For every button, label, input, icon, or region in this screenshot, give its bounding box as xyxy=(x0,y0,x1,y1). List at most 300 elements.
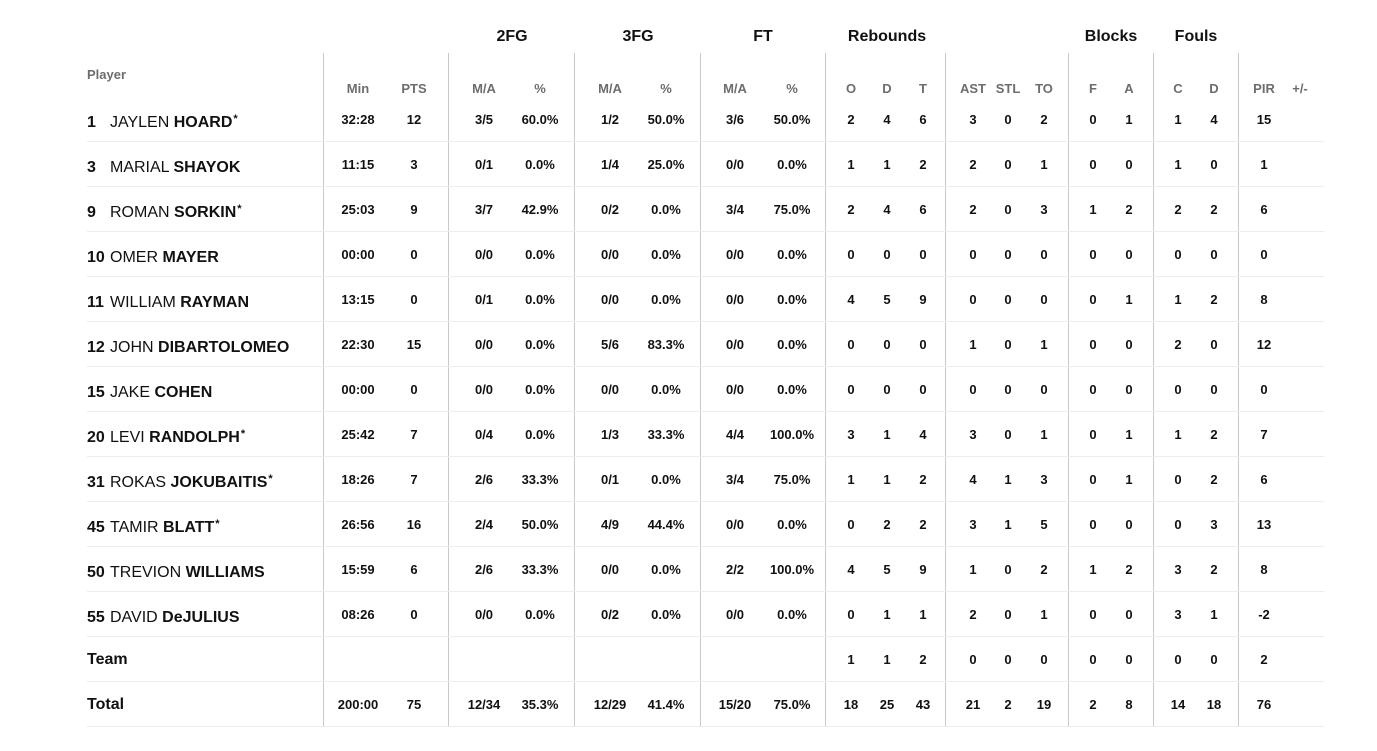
stat-ft-ma: 3/4 xyxy=(725,202,745,217)
column-header-min: Min xyxy=(346,81,370,96)
player-row xyxy=(0,457,1377,502)
stat-pir: 76 xyxy=(1256,697,1272,712)
column-header-ast: AST xyxy=(960,81,986,96)
stat-ft-ma: 0/0 xyxy=(725,517,745,532)
stat-reb-d: 5 xyxy=(883,562,891,577)
stat-fg3-pct: 83.3% xyxy=(647,337,685,352)
stat-reb-d: 25 xyxy=(879,697,895,712)
stat-fg3-pct: 0.0% xyxy=(651,562,681,577)
stat-foul-c: 0 xyxy=(1174,472,1182,487)
column-header-fg3-ma: M/A xyxy=(598,81,622,96)
stat-blk-f: 0 xyxy=(1089,337,1097,352)
total-row xyxy=(0,682,1377,727)
stat-fg2-ma: 2/6 xyxy=(474,472,494,487)
stat-min: 00:00 xyxy=(341,247,375,262)
column-header-fg2-pct: % xyxy=(534,81,546,96)
stat-fg3-ma: 0/0 xyxy=(600,382,620,397)
player-number: 31 xyxy=(87,474,105,491)
player-name xyxy=(87,97,238,142)
stat-stl: 0 xyxy=(1004,427,1012,442)
stat-pir: 6 xyxy=(1260,202,1268,217)
stat-to: 0 xyxy=(1040,247,1048,262)
player-last-name: WILLIAMS xyxy=(185,564,265,581)
starter-mark: * xyxy=(215,518,220,530)
stat-to: 19 xyxy=(1036,697,1052,712)
stat-reb-t: 2 xyxy=(919,157,927,172)
stat-blk-f: 0 xyxy=(1089,157,1097,172)
stat-foul-d: 2 xyxy=(1210,427,1218,442)
stat-blk-f: 0 xyxy=(1089,652,1097,667)
stat-foul-d: 2 xyxy=(1210,472,1218,487)
stat-stl: 0 xyxy=(1004,247,1012,262)
stat-min: 00:00 xyxy=(341,382,375,397)
column-header-stl: STL xyxy=(995,81,1021,96)
stat-pts: 7 xyxy=(410,472,418,487)
stat-min: 08:26 xyxy=(341,607,375,622)
stat-ft-ma: 15/20 xyxy=(718,697,752,712)
stat-fg2-ma: 0/1 xyxy=(474,157,494,172)
stat-ft-pct: 75.0% xyxy=(773,697,811,712)
stat-reb-o: 4 xyxy=(847,292,855,307)
stat-fg3-pct: 33.3% xyxy=(647,427,685,442)
stat-fg2-pct: 0.0% xyxy=(525,337,555,352)
stat-ft-ma: 0/0 xyxy=(725,292,745,307)
player-name xyxy=(87,592,241,637)
player-name xyxy=(87,547,266,592)
stat-fg2-ma: 3/7 xyxy=(474,202,494,217)
stat-foul-c: 0 xyxy=(1174,517,1182,532)
stat-fg2-ma: 12/34 xyxy=(467,697,501,712)
stat-ft-ma: 0/0 xyxy=(725,337,745,352)
player-last-name: RANDOLPH xyxy=(149,429,240,446)
stat-ft-pct: 0.0% xyxy=(777,292,807,307)
stat-fg2-ma: 0/0 xyxy=(474,607,494,622)
stat-ast: 0 xyxy=(969,292,977,307)
stat-ft-ma: 2/2 xyxy=(725,562,745,577)
stat-foul-c: 0 xyxy=(1174,382,1182,397)
stat-foul-d: 1 xyxy=(1210,607,1218,622)
stat-foul-d: 4 xyxy=(1210,112,1218,127)
stat-stl: 1 xyxy=(1004,517,1012,532)
row-separator xyxy=(87,726,1324,727)
stat-pts: 9 xyxy=(410,202,418,217)
stat-stl: 0 xyxy=(1004,607,1012,622)
stat-fg3-pct: 0.0% xyxy=(651,202,681,217)
stat-ast: 0 xyxy=(969,652,977,667)
stat-blk-a: 0 xyxy=(1125,607,1133,622)
player-first-name: OMER xyxy=(110,249,158,266)
player-last-name: COHEN xyxy=(154,384,213,401)
stat-stl: 0 xyxy=(1004,337,1012,352)
stat-fg3-ma: 4/9 xyxy=(600,517,620,532)
stat-ft-pct: 0.0% xyxy=(777,157,807,172)
stat-to: 2 xyxy=(1040,112,1048,127)
player-last-name: BLATT xyxy=(163,519,215,536)
stat-ft-pct: 50.0% xyxy=(773,112,811,127)
starter-mark: * xyxy=(233,113,238,125)
stat-pir: 7 xyxy=(1260,427,1268,442)
stat-blk-a: 0 xyxy=(1125,382,1133,397)
player-number: 9 xyxy=(87,204,96,221)
stat-min: 11:15 xyxy=(341,157,375,172)
group-header-2fg: 2FG xyxy=(496,28,528,45)
stat-reb-t: 0 xyxy=(919,382,927,397)
column-header-reb-d: D xyxy=(882,81,892,96)
stat-pts: 12 xyxy=(406,112,422,127)
player-last-name: DIBARTOLOMEO xyxy=(158,339,290,356)
stat-ft-pct: 0.0% xyxy=(777,607,807,622)
player-row xyxy=(0,502,1377,547)
stat-reb-o: 3 xyxy=(847,427,855,442)
stat-to: 0 xyxy=(1040,652,1048,667)
player-number: 10 xyxy=(87,249,105,266)
stat-pts: 0 xyxy=(410,292,418,307)
stat-foul-d: 0 xyxy=(1210,382,1218,397)
stat-fg3-ma: 0/2 xyxy=(600,202,620,217)
player-row xyxy=(0,322,1377,367)
player-first-name: TREVION xyxy=(110,564,182,581)
stat-to: 5 xyxy=(1040,517,1048,532)
stat-fg2-pct: 50.0% xyxy=(521,517,559,532)
player-last-name: DeJULIUS xyxy=(162,609,240,626)
stat-reb-t: 0 xyxy=(919,247,927,262)
player-number: 15 xyxy=(87,384,105,401)
stat-reb-d: 1 xyxy=(883,427,891,442)
player-name xyxy=(87,322,290,367)
stat-pts: 3 xyxy=(410,157,418,172)
stat-ast: 3 xyxy=(969,517,977,532)
stat-reb-t: 9 xyxy=(919,292,927,307)
stat-reb-d: 5 xyxy=(883,292,891,307)
stat-blk-a: 1 xyxy=(1125,292,1133,307)
player-row xyxy=(0,97,1377,142)
stat-blk-a: 0 xyxy=(1125,517,1133,532)
stat-to: 2 xyxy=(1040,562,1048,577)
stat-fg3-ma: 0/1 xyxy=(600,472,620,487)
stat-blk-a: 2 xyxy=(1125,562,1133,577)
player-name xyxy=(87,367,213,412)
stat-fg2-pct: 0.0% xyxy=(525,157,555,172)
player-last-name: SORKIN xyxy=(174,204,237,221)
player-number: 1 xyxy=(87,114,96,131)
stat-ft-ma: 0/0 xyxy=(725,247,745,262)
stat-pir: 8 xyxy=(1260,562,1268,577)
stat-stl: 2 xyxy=(1004,697,1012,712)
stat-foul-c: 0 xyxy=(1174,247,1182,262)
stat-blk-f: 0 xyxy=(1089,247,1097,262)
player-number: 11 xyxy=(87,294,104,311)
stat-ft-pct: 0.0% xyxy=(777,337,807,352)
stat-fg3-pct: 0.0% xyxy=(651,382,681,397)
stat-pir: 1 xyxy=(1260,157,1268,172)
stat-fg2-ma: 0/4 xyxy=(474,427,494,442)
player-name xyxy=(87,412,245,457)
stat-min: 15:59 xyxy=(341,562,375,577)
stat-fg3-ma: 1/2 xyxy=(600,112,620,127)
column-header-fg3-pct: % xyxy=(660,81,672,96)
stat-blk-a: 0 xyxy=(1125,247,1133,262)
stat-reb-t: 1 xyxy=(919,607,927,622)
stat-fg2-pct: 60.0% xyxy=(521,112,559,127)
stat-blk-f: 0 xyxy=(1089,292,1097,307)
player-last-name: HOARD xyxy=(173,114,233,131)
stat-blk-f: 1 xyxy=(1089,562,1097,577)
stat-pir: 6 xyxy=(1260,472,1268,487)
column-header-foul-d: D xyxy=(1209,81,1219,96)
stat-pir: -2 xyxy=(1258,607,1270,622)
player-number: 12 xyxy=(87,339,105,356)
stat-ast: 4 xyxy=(969,472,977,487)
stat-fg3-pct: 0.0% xyxy=(651,472,681,487)
stat-blk-f: 0 xyxy=(1089,112,1097,127)
stat-pir: 15 xyxy=(1256,112,1272,127)
stat-pts: 75 xyxy=(406,697,422,712)
team-row xyxy=(0,637,1377,682)
stat-blk-a: 0 xyxy=(1125,652,1133,667)
stat-fg3-ma: 12/29 xyxy=(593,697,627,712)
stat-foul-d: 0 xyxy=(1210,247,1218,262)
player-name xyxy=(87,502,220,547)
stat-foul-d: 18 xyxy=(1206,697,1222,712)
stat-pts: 7 xyxy=(410,427,418,442)
player-name xyxy=(87,142,241,187)
column-header-blk-f: F xyxy=(1089,81,1097,96)
player-name xyxy=(87,457,273,502)
column-header-reb-o: O xyxy=(845,81,857,96)
stat-to: 1 xyxy=(1040,337,1048,352)
stat-reb-t: 6 xyxy=(919,202,927,217)
stat-reb-o: 18 xyxy=(843,697,859,712)
column-header-pir: PIR xyxy=(1253,81,1275,96)
stat-reb-d: 1 xyxy=(883,652,891,667)
total-label: Total xyxy=(87,696,125,713)
column-header-pts: PTS xyxy=(401,81,427,96)
stat-ast: 2 xyxy=(969,202,977,217)
player-number: 20 xyxy=(87,429,105,446)
player-row xyxy=(0,187,1377,232)
stat-blk-a: 0 xyxy=(1125,337,1133,352)
stat-ast: 0 xyxy=(969,247,977,262)
stat-pir: 13 xyxy=(1256,517,1272,532)
stat-to: 0 xyxy=(1040,292,1048,307)
stat-blk-f: 2 xyxy=(1089,697,1097,712)
player-number: 45 xyxy=(87,519,105,536)
stat-ft-pct: 100.0% xyxy=(769,427,815,442)
stat-ast: 1 xyxy=(969,337,977,352)
player-row xyxy=(0,412,1377,457)
stat-to: 1 xyxy=(1040,607,1048,622)
stat-reb-d: 0 xyxy=(883,337,891,352)
stat-fg2-pct: 33.3% xyxy=(521,472,559,487)
stat-reb-o: 1 xyxy=(847,157,855,172)
stat-fg3-pct: 0.0% xyxy=(651,292,681,307)
stat-ft-ma: 0/0 xyxy=(725,382,745,397)
stat-min: 25:42 xyxy=(341,427,375,442)
stat-stl: 0 xyxy=(1004,112,1012,127)
stat-fg2-ma: 0/0 xyxy=(474,382,494,397)
stat-blk-a: 8 xyxy=(1125,697,1133,712)
stat-blk-f: 1 xyxy=(1089,202,1097,217)
column-header-blk-a: A xyxy=(1124,81,1134,96)
stat-fg2-pct: 0.0% xyxy=(525,607,555,622)
stat-pts: 16 xyxy=(406,517,422,532)
stat-fg3-ma: 1/4 xyxy=(600,157,620,172)
player-name xyxy=(87,232,220,277)
stat-min: 32:28 xyxy=(341,112,375,127)
stat-to: 0 xyxy=(1040,382,1048,397)
stat-fg2-pct: 42.9% xyxy=(521,202,559,217)
stat-reb-o: 2 xyxy=(847,112,855,127)
stat-foul-c: 14 xyxy=(1170,697,1186,712)
column-header-to: TO xyxy=(1035,81,1053,96)
stat-stl: 0 xyxy=(1004,157,1012,172)
group-header-blocks: Blocks xyxy=(1084,28,1138,45)
player-first-name: JAYLEN xyxy=(110,114,170,131)
stat-fg2-ma: 2/6 xyxy=(474,562,494,577)
player-number: 55 xyxy=(87,609,105,626)
stat-fg2-ma: 0/0 xyxy=(474,337,494,352)
stat-reb-o: 1 xyxy=(847,652,855,667)
player-row xyxy=(0,232,1377,277)
stat-blk-f: 0 xyxy=(1089,472,1097,487)
stat-ft-ma: 4/4 xyxy=(725,427,745,442)
stat-ast: 3 xyxy=(969,112,977,127)
stat-fg2-pct: 0.0% xyxy=(525,382,555,397)
starter-mark: * xyxy=(240,428,246,440)
stat-ast: 3 xyxy=(969,427,977,442)
stat-fg3-ma: 0/0 xyxy=(600,562,620,577)
stat-stl: 0 xyxy=(1004,652,1012,667)
stat-fg3-pct: 0.0% xyxy=(651,607,681,622)
player-number: 3 xyxy=(87,159,96,176)
stat-pts: 15 xyxy=(406,337,422,352)
stat-pir: 0 xyxy=(1260,247,1268,262)
stat-reb-o: 0 xyxy=(847,517,855,532)
stat-ft-pct: 75.0% xyxy=(773,472,811,487)
stat-pts: 0 xyxy=(410,607,418,622)
stat-ft-ma: 0/0 xyxy=(725,607,745,622)
stat-blk-a: 1 xyxy=(1125,112,1133,127)
player-number: 50 xyxy=(87,564,105,581)
group-header-ft: FT xyxy=(753,28,773,45)
stat-reb-o: 0 xyxy=(847,247,855,262)
player-first-name: MARIAL xyxy=(110,159,169,176)
stat-fg3-pct: 25.0% xyxy=(647,157,685,172)
player-first-name: TAMIR xyxy=(110,519,159,536)
player-row xyxy=(0,592,1377,637)
player-row xyxy=(0,142,1377,187)
player-first-name: WILLIAM xyxy=(110,294,176,311)
stat-foul-d: 2 xyxy=(1210,292,1218,307)
stat-foul-c: 3 xyxy=(1174,607,1182,622)
stat-min: 22:30 xyxy=(341,337,375,352)
stat-fg2-pct: 0.0% xyxy=(525,292,555,307)
starter-mark: * xyxy=(268,473,273,485)
stat-to: 1 xyxy=(1040,157,1048,172)
stat-reb-t: 2 xyxy=(919,517,927,532)
stat-stl: 0 xyxy=(1004,382,1012,397)
stat-fg3-ma: 1/3 xyxy=(600,427,620,442)
player-first-name: ROKAS xyxy=(110,474,167,491)
stat-fg2-ma: 0/0 xyxy=(474,247,494,262)
player-last-name: MAYER xyxy=(162,249,219,266)
stat-blk-a: 1 xyxy=(1125,472,1133,487)
stat-reb-o: 1 xyxy=(847,472,855,487)
stat-pir: 12 xyxy=(1256,337,1272,352)
stat-stl: 0 xyxy=(1004,562,1012,577)
stat-pts: 0 xyxy=(410,247,418,262)
player-first-name: ROMAN xyxy=(110,204,170,221)
stat-foul-d: 0 xyxy=(1210,157,1218,172)
player-name xyxy=(87,277,250,322)
stat-ft-pct: 0.0% xyxy=(777,382,807,397)
stat-reb-t: 6 xyxy=(919,112,927,127)
stat-stl: 1 xyxy=(1004,472,1012,487)
column-header-fg2-ma: M/A xyxy=(472,81,496,96)
column-header-plusminus: +/- xyxy=(1292,81,1308,96)
stat-reb-t: 2 xyxy=(919,472,927,487)
stat-reb-t: 2 xyxy=(919,652,927,667)
stat-foul-d: 2 xyxy=(1210,562,1218,577)
player-first-name: JAKE xyxy=(110,384,151,401)
stat-pir: 8 xyxy=(1260,292,1268,307)
stat-ast: 21 xyxy=(965,697,981,712)
player-first-name: LEVI xyxy=(110,429,145,446)
stat-reb-t: 0 xyxy=(919,337,927,352)
stat-reb-t: 4 xyxy=(919,427,927,442)
stat-ast: 2 xyxy=(969,607,977,622)
stat-reb-o: 0 xyxy=(847,382,855,397)
team-label: Team xyxy=(87,651,128,668)
stat-min: 13:15 xyxy=(341,292,375,307)
starter-mark: * xyxy=(237,203,242,215)
stat-blk-f: 0 xyxy=(1089,382,1097,397)
stat-reb-o: 4 xyxy=(847,562,855,577)
stat-blk-a: 0 xyxy=(1125,157,1133,172)
group-header-fouls: Fouls xyxy=(1174,28,1218,45)
stat-fg3-ma: 0/2 xyxy=(600,607,620,622)
stat-min: 26:56 xyxy=(341,517,375,532)
stat-pts: 6 xyxy=(410,562,418,577)
stat-ft-pct: 75.0% xyxy=(773,202,811,217)
stat-stl: 0 xyxy=(1004,292,1012,307)
stat-reb-d: 1 xyxy=(883,607,891,622)
stat-foul-c: 1 xyxy=(1174,427,1182,442)
stat-stl: 0 xyxy=(1004,202,1012,217)
stat-min: 25:03 xyxy=(341,202,375,217)
stat-fg3-pct: 50.0% xyxy=(647,112,685,127)
stat-foul-d: 0 xyxy=(1210,337,1218,352)
stat-fg2-pct: 35.3% xyxy=(521,697,559,712)
stat-reb-o: 0 xyxy=(847,337,855,352)
stat-foul-d: 2 xyxy=(1210,202,1218,217)
stat-fg2-pct: 0.0% xyxy=(525,247,555,262)
stat-fg3-pct: 0.0% xyxy=(651,247,681,262)
stat-reb-d: 4 xyxy=(883,112,891,127)
stat-reb-d: 1 xyxy=(883,472,891,487)
stat-reb-d: 0 xyxy=(883,382,891,397)
stat-reb-t: 9 xyxy=(919,562,927,577)
column-header-reb-t: T xyxy=(919,81,927,96)
stat-ft-ma: 3/6 xyxy=(725,112,745,127)
stat-ft-pct: 0.0% xyxy=(777,247,807,262)
stat-fg2-ma: 2/4 xyxy=(474,517,494,532)
stat-fg3-pct: 44.4% xyxy=(647,517,685,532)
stat-pir: 0 xyxy=(1260,382,1268,397)
stat-reb-d: 1 xyxy=(883,157,891,172)
stat-blk-f: 0 xyxy=(1089,517,1097,532)
column-header-ft-ma: M/A xyxy=(723,81,747,96)
